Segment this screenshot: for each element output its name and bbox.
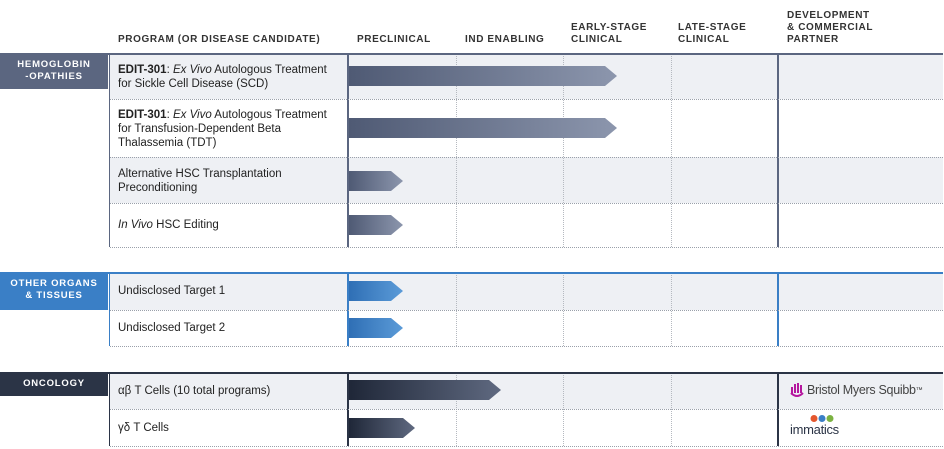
program-undisclosed-1	[118, 272, 346, 310]
bar-ab-t-cells	[349, 380, 501, 400]
header-ind-label: IND ENABLING	[465, 34, 545, 45]
p2-bold: EDIT-301	[118, 109, 167, 121]
partner-bms	[790, 379, 923, 401]
header-program	[118, 0, 348, 52]
p8-text: γδ T Cells	[118, 421, 169, 434]
bms-hand-icon	[790, 382, 804, 398]
p2-ital: Ex Vivo	[172, 109, 212, 121]
p2-rest1: Autologous Treatment	[211, 109, 327, 121]
p6-text: Undisclosed Target 2	[118, 322, 226, 334]
header-early-line1: EARLY-STAGE	[571, 22, 648, 33]
col-line-2b	[563, 272, 564, 346]
row-line-1	[110, 99, 943, 100]
header-ind-enabling	[465, 0, 565, 52]
bar-alt-hsc	[349, 171, 403, 191]
category-hemo-line1: HEMOGLOBIN	[17, 59, 91, 70]
header-partner-line2: & COMMERCIAL	[787, 22, 874, 33]
header-program-label: PROGRAM (OR DISEASE CANDIDATE)	[118, 34, 321, 45]
category-organs-line2: & TISSUES	[25, 290, 83, 301]
program-in-vivo-hsc	[118, 203, 346, 247]
p1-bold: EDIT-301	[118, 64, 167, 76]
bar-undisclosed-1	[349, 281, 403, 301]
p1-ital: Ex Vivo	[172, 64, 212, 76]
category-oncology	[0, 372, 108, 396]
program-undisclosed-2	[118, 310, 346, 346]
p3-line1: Alternative HSC Transplantation	[118, 168, 282, 180]
partner-immatics	[790, 414, 844, 440]
p4-rest: HSC Editing	[152, 219, 219, 231]
program-edit301-tdt	[118, 101, 346, 157]
row-line-8	[110, 446, 943, 447]
left-divider-hemo	[109, 53, 110, 247]
bar-edit301-tdt	[349, 118, 617, 138]
header-late-line2: CLINICAL	[678, 34, 730, 45]
partner-divider-hemo	[777, 53, 779, 247]
p2-rest2: for Transfusion-Dependent Beta	[118, 123, 282, 135]
program-gd-t-cells	[118, 409, 346, 446]
p1-rest1: Autologous Treatment	[211, 64, 327, 76]
category-organs-line1: OTHER ORGANS	[10, 278, 98, 289]
header-early-line2: CLINICAL	[571, 34, 623, 45]
header-partner-line3: PARTNER	[787, 34, 839, 45]
p2-rest3: Thalassemia (TDT)	[118, 137, 217, 149]
program-ab-t-cells	[118, 372, 346, 409]
header-late-stage	[678, 0, 778, 52]
p1-rest2: for Sickle Cell Disease (SCD)	[118, 78, 269, 90]
col-line-3	[671, 53, 672, 247]
left-divider-organs	[109, 272, 110, 346]
category-hemoglobinopathies	[0, 53, 108, 89]
p7-text: αβ T Cells (10 total programs)	[118, 384, 271, 397]
immatics-name: immatics	[790, 422, 839, 437]
row-line-4	[110, 247, 943, 248]
bms-tm: ™	[915, 386, 923, 394]
col-line-1b	[456, 272, 457, 346]
header-late-line1: LATE-STAGE	[678, 22, 747, 33]
category-other-organs	[0, 272, 108, 310]
partner-divider-organs	[777, 272, 779, 346]
col-line-3b	[671, 272, 672, 346]
bar-in-vivo-hsc	[349, 215, 403, 235]
category-hemo-line2: -OPATHIES	[25, 71, 83, 82]
p2-sep: :	[166, 109, 173, 121]
bar-gd-t-cells	[349, 418, 415, 438]
header-preclinical-label: PRECLINICAL	[357, 34, 431, 45]
header-preclinical	[357, 0, 457, 52]
row-line-6	[110, 346, 943, 347]
program-alt-hsc	[118, 159, 346, 203]
bar-edit301-scd	[349, 66, 617, 86]
header-partner	[787, 0, 937, 52]
header-partner-line1: DEVELOPMENT	[787, 10, 870, 21]
bar-undisclosed-2	[349, 318, 403, 338]
p1-sep: :	[166, 64, 173, 76]
p4-ital: In Vivo	[118, 219, 153, 231]
p3-line2: Preconditioning	[118, 182, 198, 194]
header-early-stage	[571, 0, 671, 52]
row-line-2	[110, 157, 943, 158]
bms-name: Bristol Myers Squibb	[807, 383, 916, 397]
program-edit301-scd	[118, 55, 346, 99]
p5-text: Undisclosed Target 1	[118, 285, 226, 297]
category-onc-line1: ONCOLOGY	[23, 378, 85, 389]
